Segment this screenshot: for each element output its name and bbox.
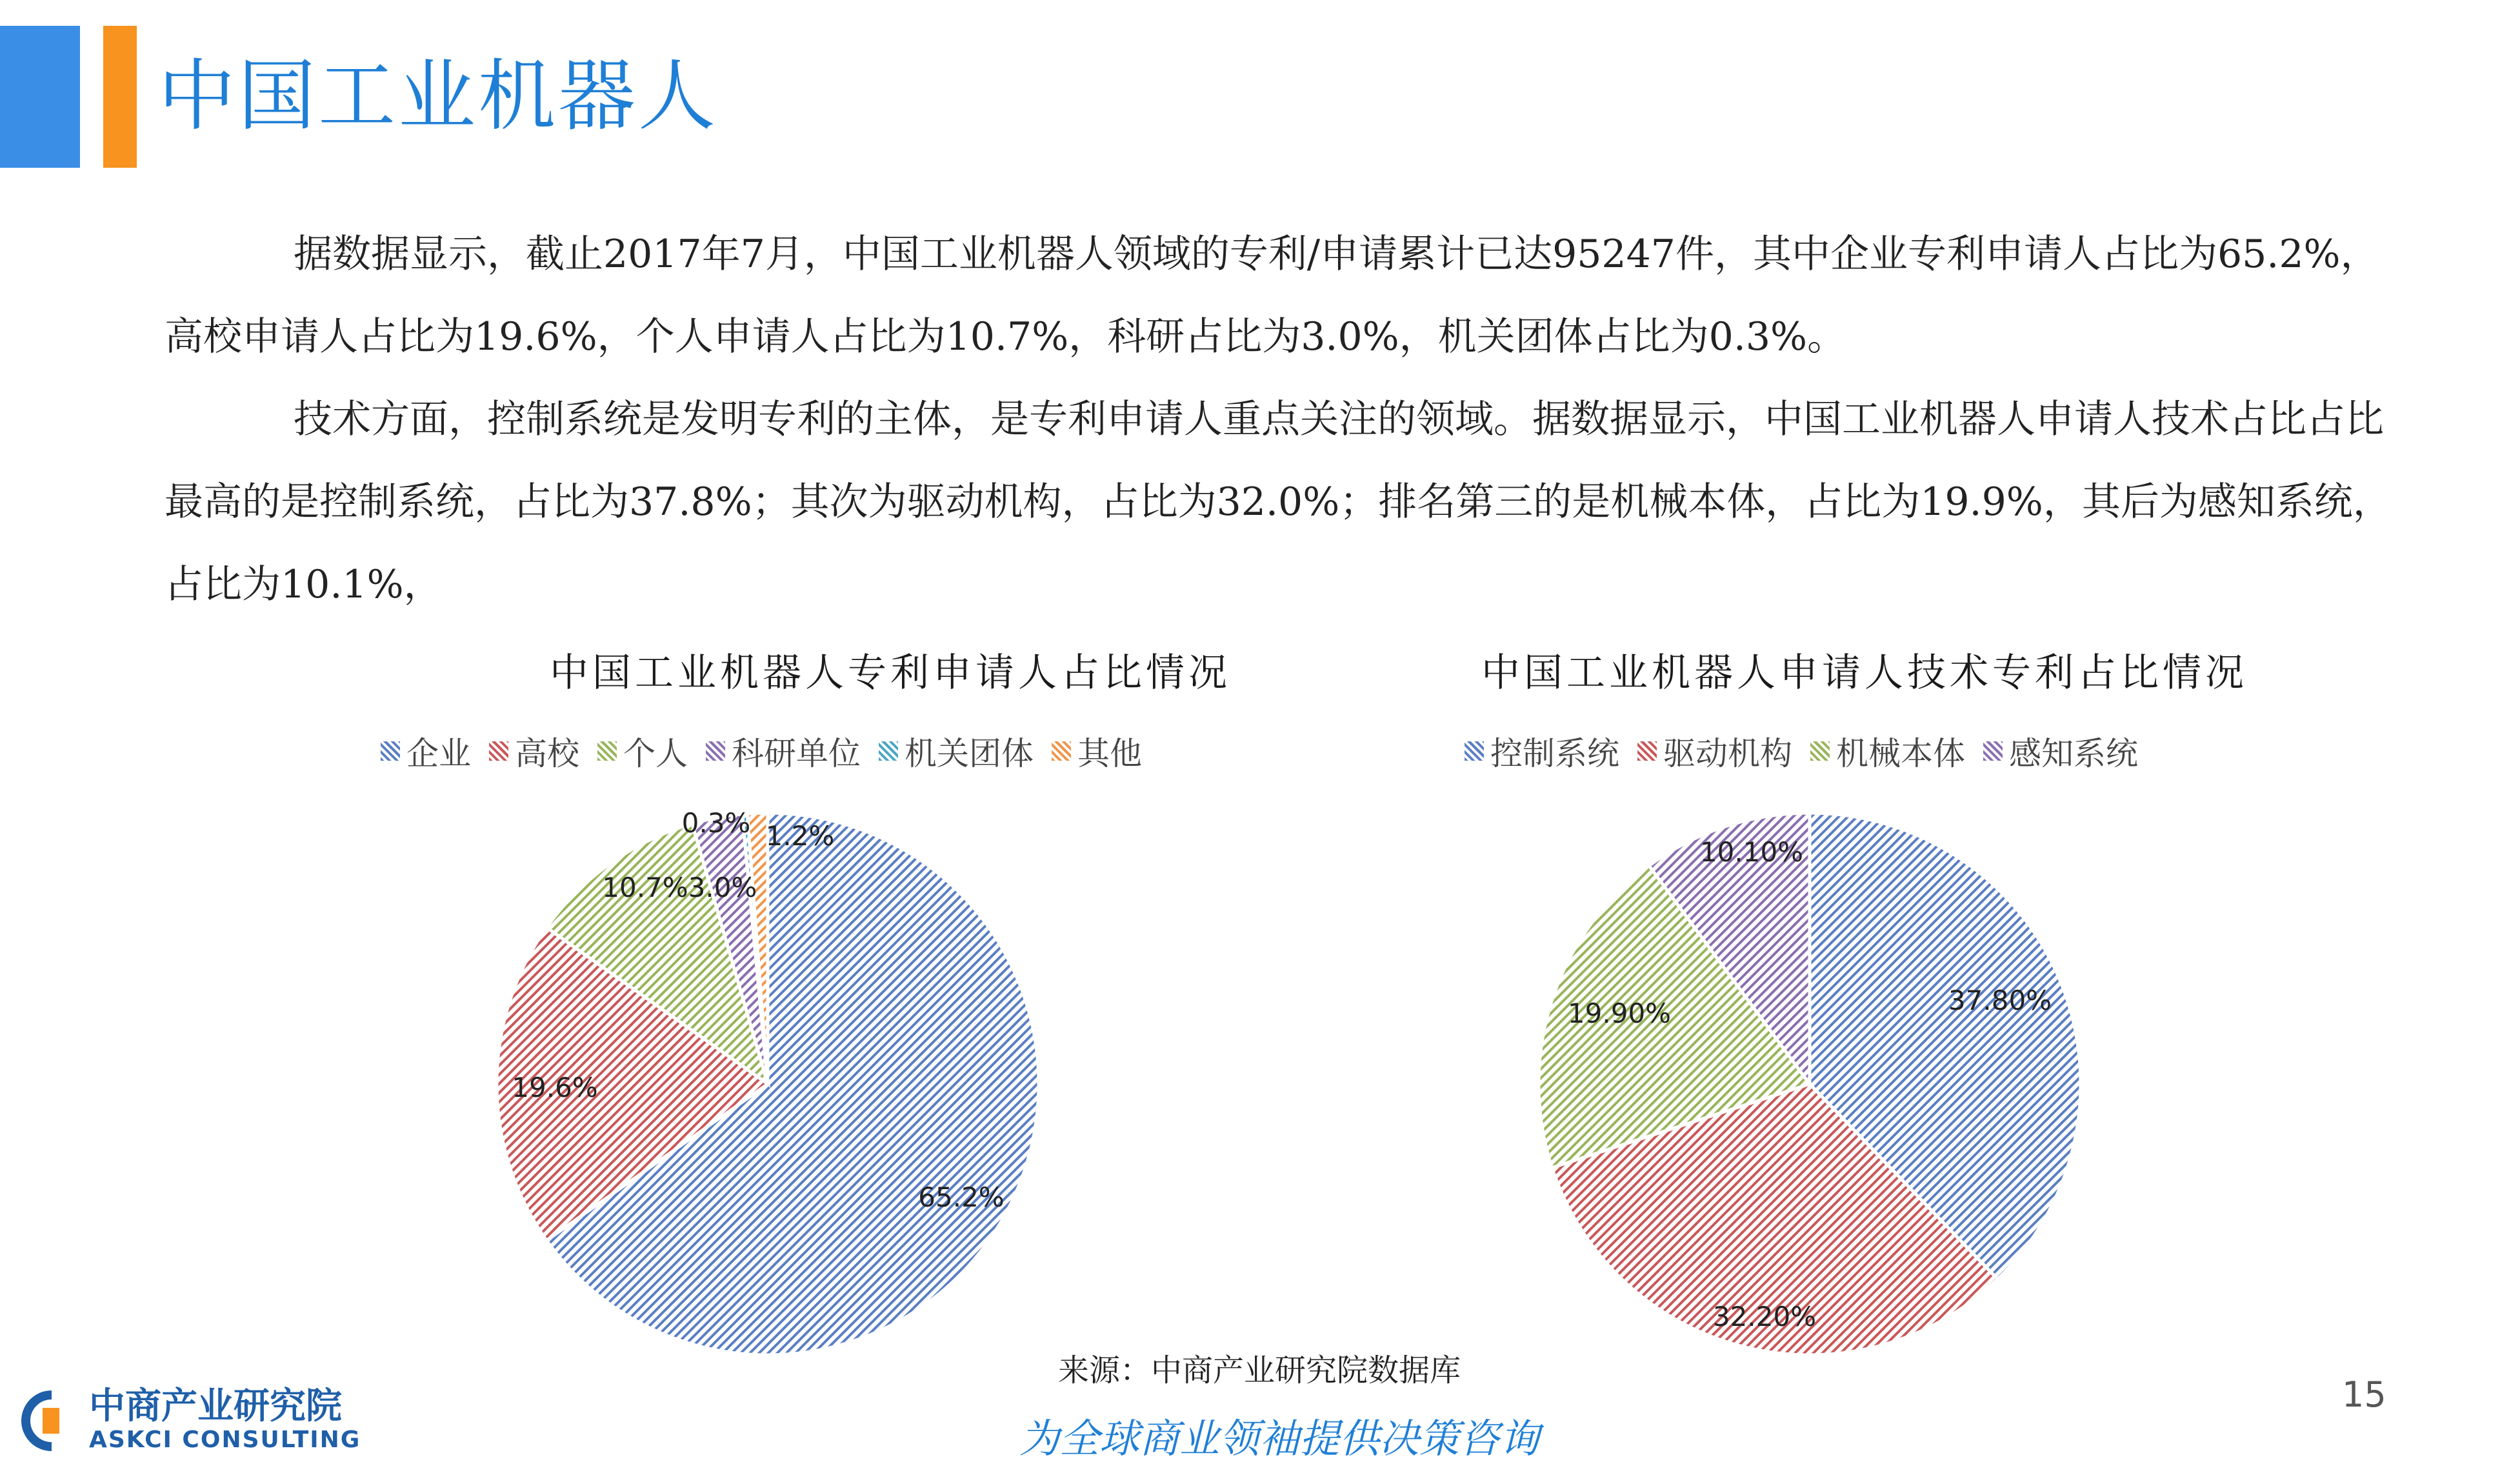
pie-label-驱动机构: 32.20% <box>1712 1301 1817 1332</box>
legend-swatch <box>1465 741 1484 761</box>
legend-swatch <box>1983 741 2003 761</box>
chart-1-pie <box>381 781 1155 1426</box>
legend-label: 科研单位 <box>732 735 861 772</box>
legend-swatch <box>1810 741 1830 761</box>
legend-item-企业 <box>381 728 471 774</box>
chart-1-title: 中国工业机器人专利申请人占比情况 <box>550 650 1231 696</box>
legend-item-机械本体 <box>1810 728 1965 774</box>
legend-item-感知系统 <box>1983 728 2138 774</box>
page-number: 15 <box>2342 1374 2386 1415</box>
slogan: 为全球商业领袖提供决策咨询 <box>1019 1415 1540 1462</box>
legend-item-驱动机构 <box>1637 728 1792 774</box>
legend-label: 感知系统 <box>2009 735 2138 772</box>
chart-2-title: 中国工业机器人申请人技术专利占比情况 <box>1481 650 2248 696</box>
paragraph-1: 据数据显示，截止2017年7月，中国工业机器人领域的专利/申请累计已达95247件，其中企业专利申请人占比为65.2%，高校申请人占比为19.6%，个人申请人占比为10.7%，科研占比为3.0%，机关团体占比为0.3%。 <box>165 232 2379 359</box>
legend-label: 个人 <box>623 735 688 772</box>
legend-swatch <box>597 741 617 761</box>
legend-label: 驱动机构 <box>1663 735 1792 772</box>
chart-2-legend <box>1465 728 2138 774</box>
logo-text-cn: 中商产业研究院 <box>89 1385 342 1427</box>
body-text <box>165 213 2397 626</box>
legend-swatch <box>706 741 725 761</box>
legend-item-其他 <box>1052 728 1142 774</box>
page-title: 中国工业机器人 <box>158 52 718 141</box>
company-logo-icon <box>13 1389 77 1453</box>
chart-1-legend <box>381 728 1142 774</box>
legend-label: 机械本体 <box>1836 735 1965 772</box>
legend-item-机关团体 <box>879 728 1034 774</box>
legend-item-高校 <box>489 728 579 774</box>
legend-item-个人 <box>597 728 688 774</box>
legend-item-控制系统 <box>1465 728 1619 774</box>
title-accent-blue-bar <box>0 26 80 168</box>
source-line: 来源：中商产业研究院数据库 <box>1058 1352 1461 1389</box>
pie-label-企业: 65.2% <box>918 1181 1005 1213</box>
legend-label: 机关团体 <box>905 735 1034 772</box>
pie-label-其他: 1.2% <box>765 820 835 852</box>
legend-label: 企业 <box>406 735 471 772</box>
legend-swatch <box>1052 741 1071 761</box>
legend-label: 高校 <box>515 735 579 772</box>
pie-label-感知系统: 10.10% <box>1699 836 1804 868</box>
legend-swatch <box>489 741 508 761</box>
pie-label-控制系统: 37.80% <box>1948 985 2052 1016</box>
legend-item-科研单位 <box>706 728 861 774</box>
company-logo <box>13 1387 361 1454</box>
legend-swatch <box>381 741 400 761</box>
pie-label-高校: 19.6% <box>512 1072 598 1103</box>
pie-label-科研单位: 3.0% <box>688 872 757 903</box>
logo-text-en: ASKCI CONSULTING <box>89 1427 361 1453</box>
legend-label: 控制系统 <box>1490 735 1619 772</box>
pie-label-个人: 10.7% <box>602 872 688 903</box>
pie-label-机械本体: 19.90% <box>1567 998 1672 1029</box>
chart-2-pie <box>1426 781 2200 1426</box>
paragraph-2: 技术方面，控制系统是发明专利的主体，是专利申请人重点关注的领域。据数据显示，中国工业机器人申请人技术占比占比最高的是控制系统，占比为37.8%；其次为驱动机构，占比为32.0%；排名第三的是机械本体，占比为19.9%，其后为感知系统，占比为10.1%， <box>165 397 2392 607</box>
legend-swatch <box>879 741 898 761</box>
pie-label-机关团体: 0.3% <box>681 807 751 839</box>
legend-swatch <box>1637 741 1657 761</box>
legend-label: 其他 <box>1077 735 1142 772</box>
title-accent-orange-bar <box>103 26 137 168</box>
